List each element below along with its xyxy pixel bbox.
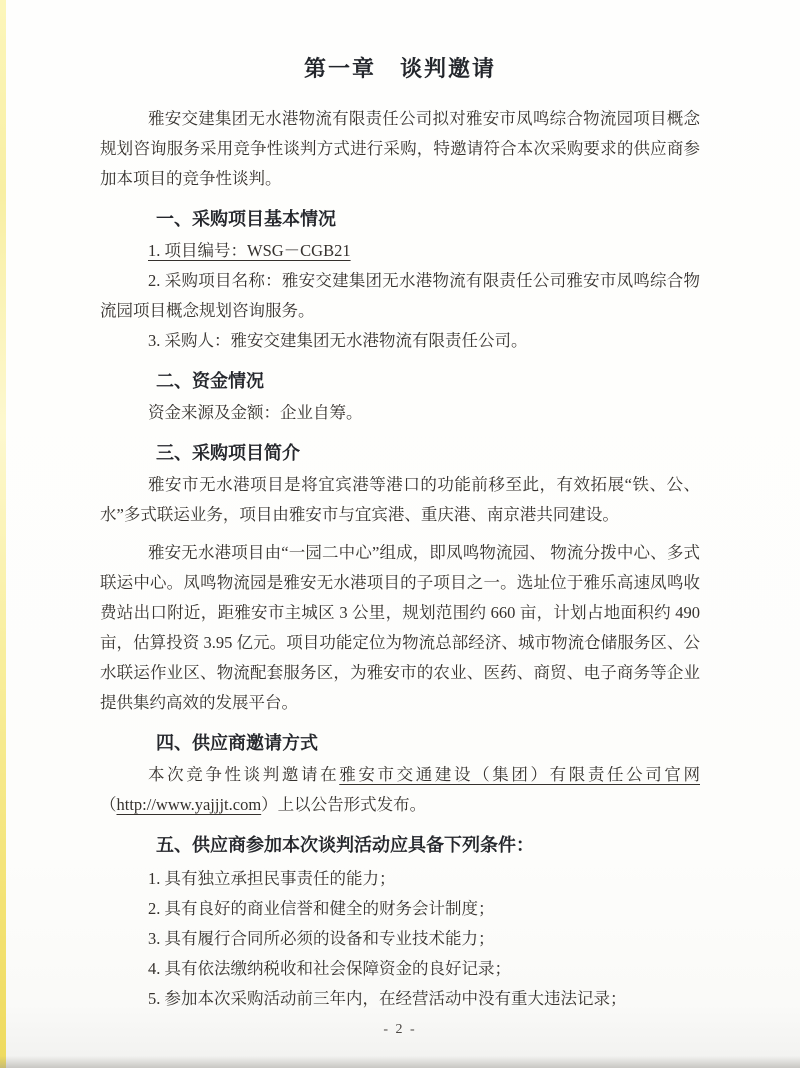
condition-item-1: 1. 具有独立承担民事责任的能力；: [148, 869, 396, 888]
condition-item-2: 2. 具有良好的商业信誉和健全的财务会计制度；: [148, 899, 495, 918]
section-2-heading: 二、资金情况: [156, 371, 264, 391]
invitation-text-before: 本次竞争性谈判邀请在: [148, 765, 340, 784]
official-website-name: 雅安市交通建设（集团）有限责任公司官网: [339, 765, 700, 784]
section-4-heading: 四、供应商邀请方式: [156, 733, 318, 753]
project-name-item: 2. 采购项目名称：雅安交建集团无水港物流有限责任公司雅安市凤鸣综合物流园项目概念规划咨询服务。: [100, 271, 700, 320]
intro-paragraph: 雅安交建集团无水港物流有限责任公司拟对雅安市凤鸣综合物流园项目概念规划咨询服务采用竞争性谈判方式进行采购，特邀请符合本次采购要求的供应商参加本项目的竞争性谈判。: [100, 109, 700, 188]
condition-item-3: 3. 具有履行合同所必须的设备和专业技术能力；: [148, 929, 495, 948]
paren-open: （: [100, 795, 117, 814]
section-3-heading: 三、采购项目简介: [156, 443, 300, 463]
project-brief-paragraph-1: 雅安市无水港项目是将宜宾港等港口的功能前移至此，有效拓展“铁、公、水”多式联运业务，项目由雅安市与宜宾港、重庆港、南京港共同建设。: [100, 475, 700, 524]
chapter-title: 第一章 谈判邀请: [303, 56, 496, 81]
section-1-heading: 一、采购项目基本情况: [156, 209, 336, 229]
invitation-text-after: ）上以公告形式发布。: [261, 795, 427, 814]
page-number: - 2 -: [383, 1022, 417, 1037]
project-number-item: [148, 236, 700, 266]
condition-item-4: 4. 具有依法缴纳税收和社会保障资金的良好记录；: [148, 959, 511, 978]
official-website-url: http://www.yajjjt.com: [116, 795, 262, 814]
invitation-method-paragraph: [100, 760, 700, 820]
supplier-conditions-list: [100, 864, 700, 1014]
funding-paragraph: 资金来源及金额：企业自筹。: [148, 403, 363, 422]
project-brief-paragraph-2: 雅安无水港项目由“一园二中心”组成，即凤鸣物流园、 物流分拨中心、多式联运中心。凤鸣物流园是雅安无水港项目的子项目之一。选址位于雅乐高速凤鸣收费站出口附近，距雅安市主城区 3 公里，规划范围约 660 亩，计划占地面积约 490 亩，估算投资 3.95 亿元。项目功能定位为物流总部经济、城市物流仓储服务区、公水联运作业区、物流配套服务区，为雅安市的农业、医药、商贸、电子商务等企业提供集约高效的发展平台。: [100, 543, 700, 712]
section-5-heading: 五、供应商参加本次谈判活动应具备下列条件：: [156, 835, 534, 855]
scan-shadow-bottom: [0, 1056, 800, 1068]
project-number-text: 1. 项目编号：WSG－CGB21: [148, 241, 351, 260]
condition-item-5: 5. 参加本次采购活动前三年内，在经营活动中没有重大违法记录；: [148, 989, 627, 1008]
purchaser-item: 3. 采购人：雅安交建集团无水港物流有限责任公司。: [148, 331, 528, 350]
